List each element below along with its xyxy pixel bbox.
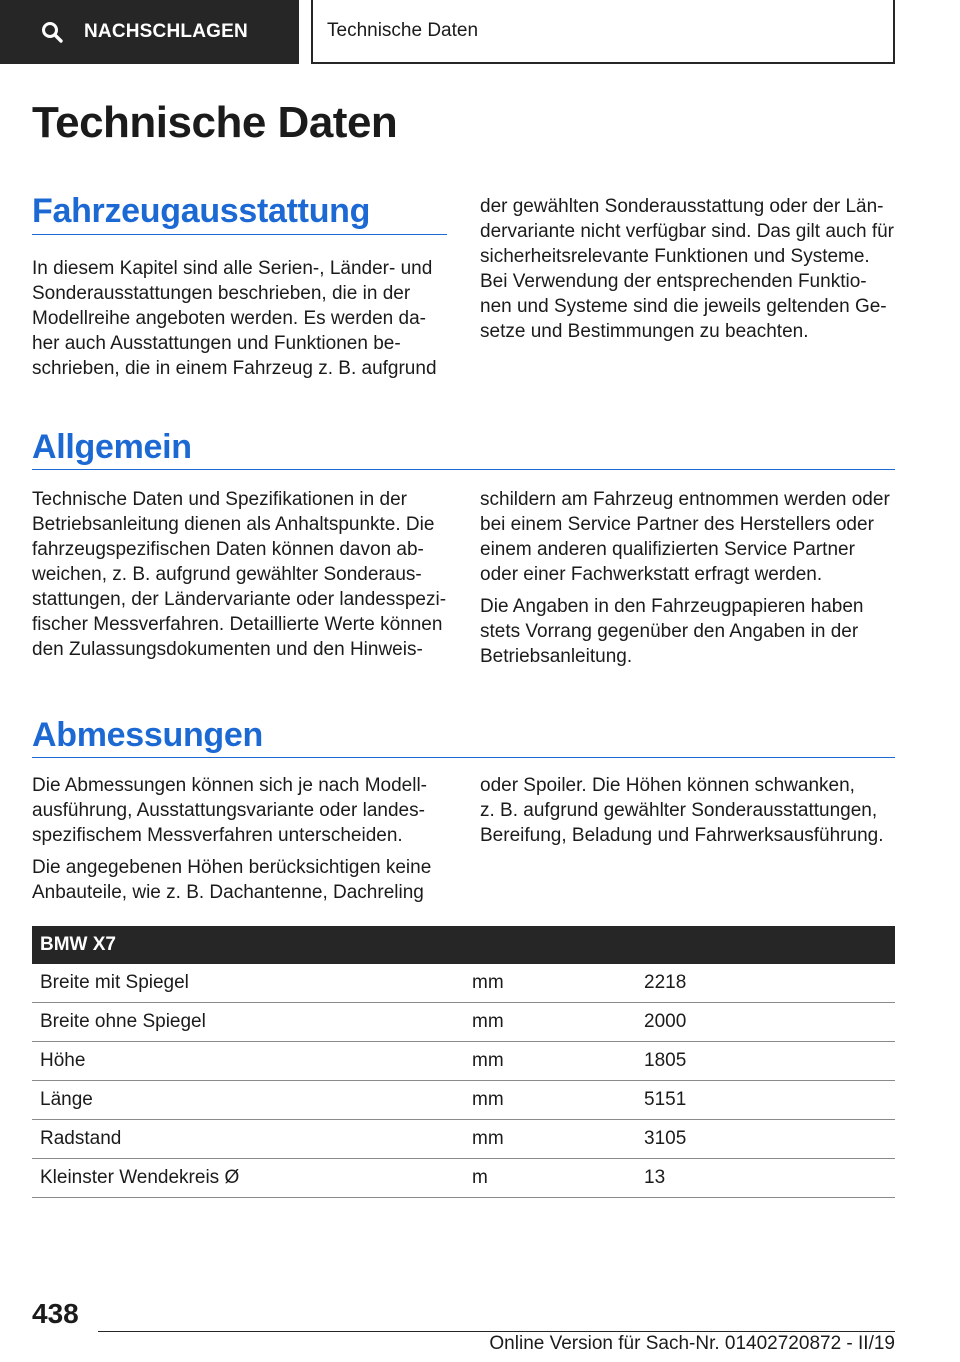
table-row [32,1003,895,1042]
section-title-fahrzeugausstattung: Fahrzeugausstattung [32,192,371,230]
section-rule [32,234,447,235]
table-header: BMW X7 [32,926,895,964]
row-unit: m [464,1159,636,1198]
breadcrumb[interactable] [311,0,895,64]
row-value: 2000 [636,1003,895,1042]
table-row [32,1081,895,1120]
row-value: 2218 [636,964,895,1003]
row-unit: mm [464,1042,636,1081]
top-navigation-bar [0,0,960,66]
row-unit: mm [464,1003,636,1042]
row-label: Radstand [32,1120,464,1159]
nav-tab-nachschlagen[interactable] [0,0,299,64]
row-value: 1805 [636,1042,895,1081]
table-row [32,964,895,1003]
section-rule [32,757,895,758]
footer-text: Online Version für Sach-Nr. 01402720872 - II/19 [489,1333,895,1354]
row-label: Länge [32,1081,464,1120]
page-title: Technische Daten [32,98,398,147]
row-value: 5151 [636,1081,895,1120]
dimensions-table [32,926,895,1198]
footer-rule [98,1331,895,1332]
row-label: Kleinster Wendekreis Ø [32,1159,464,1198]
row-unit: mm [464,1120,636,1159]
row-label: Breite ohne Spiegel [32,1003,464,1042]
table-row [32,1042,895,1081]
page-number: 438 [32,1298,79,1329]
section-rule [32,469,895,470]
section-title-allgemein: Allgemein [32,428,192,466]
paragraph: In diesem Kapitel sind alle Serien-, Länder- und Sonderausstattungen beschrieben, die in der Modellreihe angeboten werden. Es werden da- her auch Ausstattungen und Funktionen be- schrieben, die in einem Fahrzeug z. B. aufgrund [32,258,437,379]
search-icon [40,20,64,44]
table-header-row [32,926,895,964]
paragraph: oder Spoiler. Die Höhen können schwanken, z. B. aufgrund gewählter Sonderausstattungen, Bereifung, Beladung und Fahrwerksausführung. [480,775,884,846]
section-title-abmessungen: Abmessungen [32,716,263,754]
paragraph: schildern am Fahrzeug entnommen werden oder bei einem Service Partner des Herstellers oder einem anderen qualifizierten Service Partner oder einer Fachwerkstatt erfragt werden. [480,489,890,585]
paragraph: Die Abmessungen können sich je nach Modell- ausführung, Ausstattungsvariante oder landes- spezifischem Messverfahren unterscheiden. [32,775,428,846]
table-row [32,1159,895,1198]
nav-tab-label: NACHSCHLAGEN [84,21,248,42]
table-row [32,1120,895,1159]
paragraph: Die Angaben in den Fahrzeugpapieren haben stets Vorrang gegenüber den Angaben in der Betriebsanleitung. [480,596,864,667]
paragraph: Die angegebenen Höhen berücksichtigen keine Anbauteile, wie z. B. Dachantenne, Dachreling [32,857,432,903]
row-value: 3105 [636,1120,895,1159]
breadcrumb-label: Technische Daten [327,20,479,41]
row-unit: mm [464,1081,636,1120]
row-label: Breite mit Spiegel [32,964,464,1003]
paragraph: der gewählten Sonderausstattung oder der Län- dervariante nicht verfügbar sind. Das gilt auch für sicherheitsrelevante Funktionen und Systeme. Bei Verwendung der entsprechenden Funktio- nen und Systeme sind die jeweils geltenden Ge- setze und Bestimmungen zu beachten. [480,196,894,342]
row-unit: mm [464,964,636,1003]
paragraph: Technische Daten und Spezifikationen in der Betriebsanleitung dienen als Anhaltspunkte. Die fahrzeugspezifischen Daten können davon ab- weichen, z. B. aufgrund gewählter Sonderaus- stattungen, der Ländervariante oder landesspezi- fischer Messverfahren. Detaillierte Werte können den Zulassungsdokumenten und den Hinweis- [32,489,447,660]
row-label: Höhe [32,1042,464,1081]
row-value: 13 [636,1159,895,1198]
